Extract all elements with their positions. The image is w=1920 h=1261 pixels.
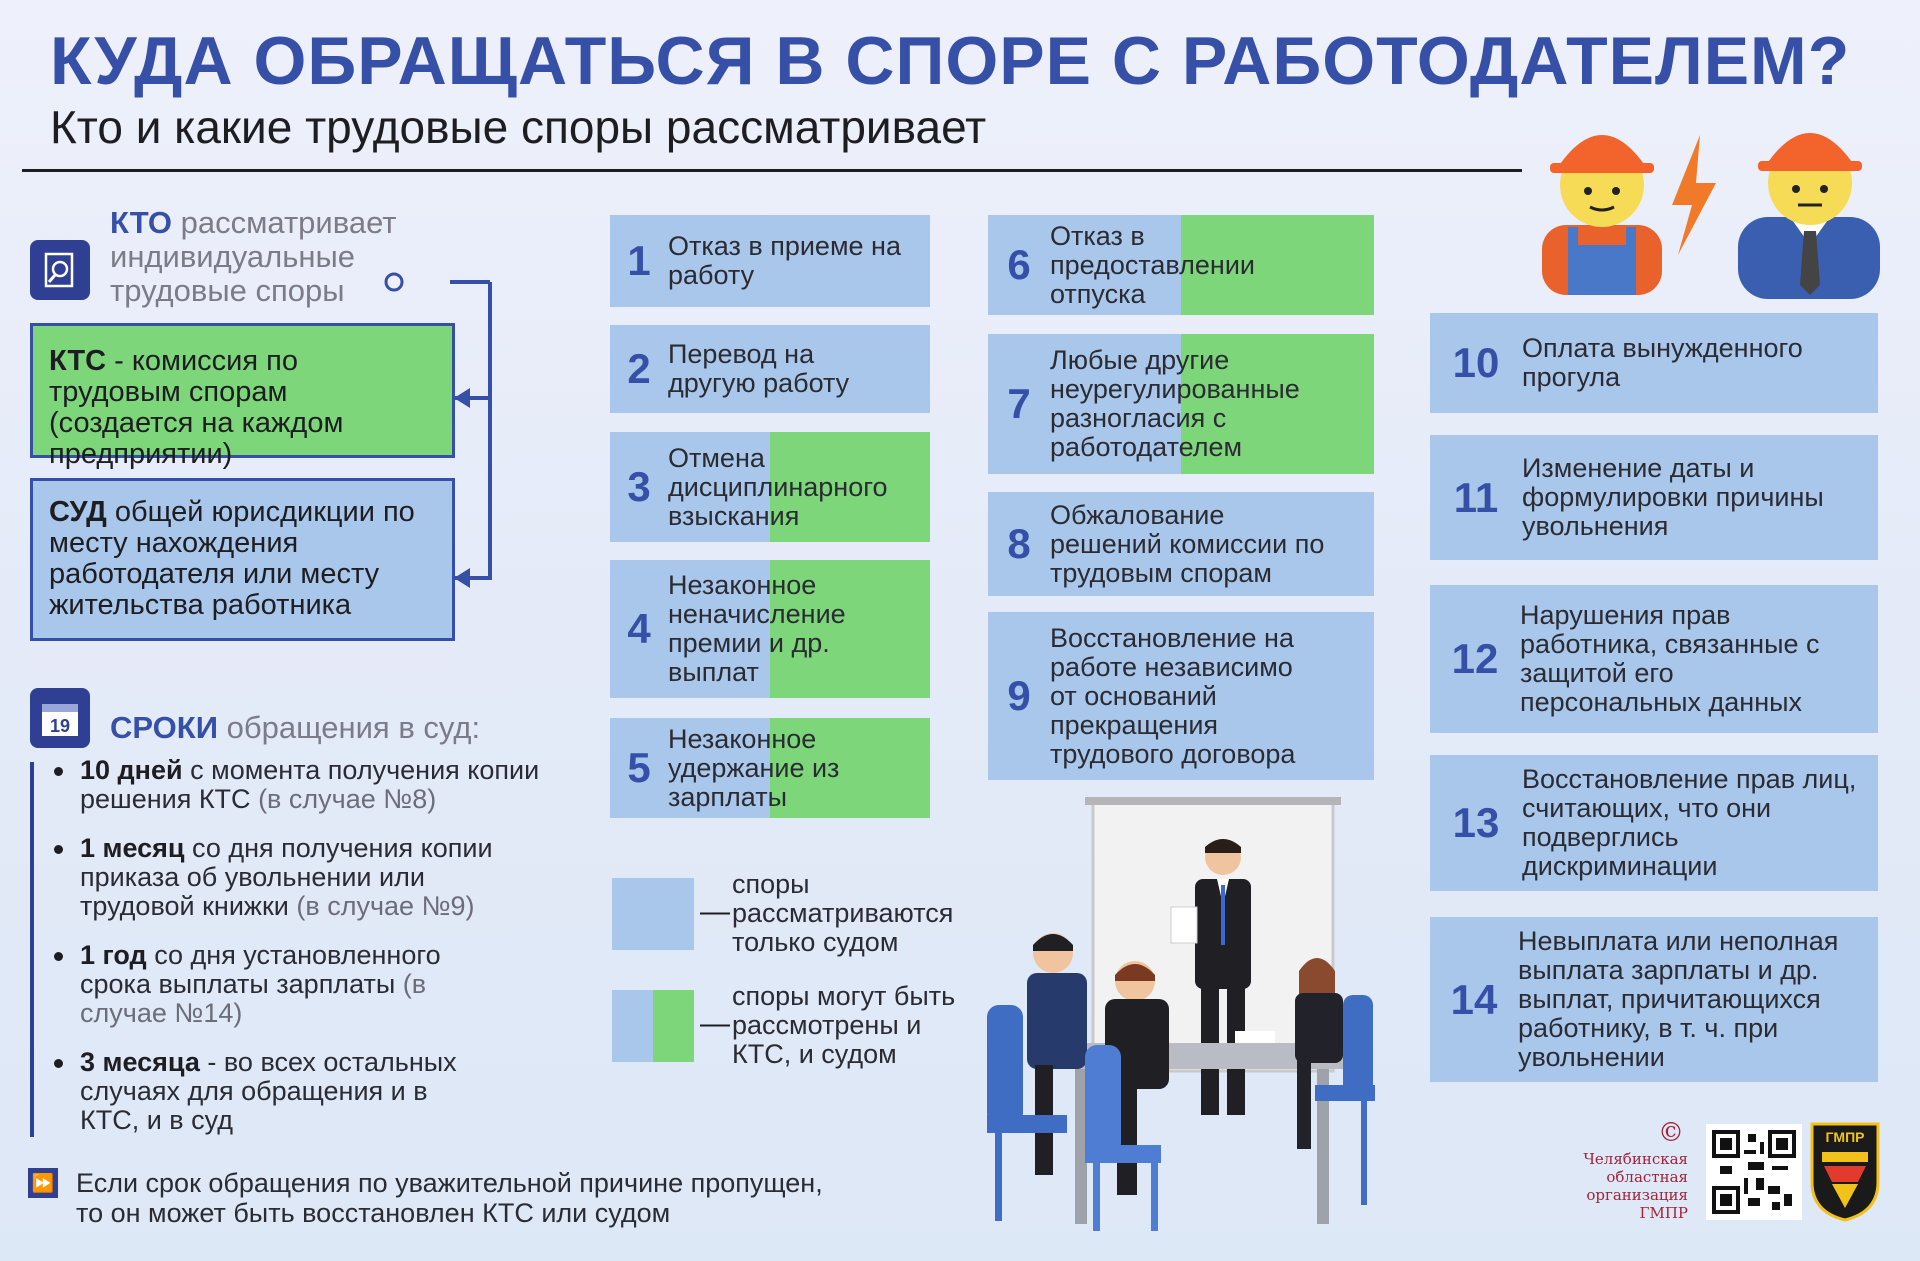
legend-both: споры могут быть рассмотрены и КТС, и судом <box>732 981 956 1069</box>
case-card-3: 3 Отмена дисциплинарного взыскания <box>610 432 930 542</box>
boss-icon <box>1738 133 1880 299</box>
calendar-number: 19 <box>49 716 71 736</box>
who-heading: КТО рассматривает индивидуальные трудовые споры <box>110 205 397 308</box>
case-card-2: 2 Перевод на другую работу <box>610 325 930 413</box>
footnote: Если срок обращения по уважительной причине пропущен, то он может быть восстановлен КТС или судом <box>76 1168 823 1228</box>
meeting-illustration <box>985 795 1405 1235</box>
deadline-item: 3 месяца - во всех остальных случаях для обращения и в КТС, и в суд <box>52 1048 472 1135</box>
legend-court-only: споры рассматриваются только судом <box>732 869 954 957</box>
case-card-1: 1 Отказ в приеме на работу <box>610 215 930 307</box>
page-title: КУДА ОБРАЩАТЬСЯ В СПОРЕ С РАБОТОДАТЕЛЕМ? <box>50 23 1851 99</box>
gmpr-logo <box>1810 1122 1880 1222</box>
case-card-10: 10 Оплата вынужденного прогула <box>1430 313 1878 413</box>
case-card-4: 4 Незаконное неначисление премии и др. выплат <box>610 560 930 698</box>
workers-illustration <box>1520 105 1900 305</box>
kts-box: КТС - комиссия по трудовым спорам (создается на каждом предприятии) <box>30 323 455 458</box>
deadlines-list <box>52 756 582 1155</box>
case-card-9: 9 Восстановление на работе независимо от оснований прекращения трудового договора <box>988 612 1374 780</box>
deadlines-heading: СРОКИ обращения в суд: <box>110 710 481 745</box>
deadlines-rule <box>30 762 34 1137</box>
case-card-12: 12 Нарушения прав работника, связанные с защитой его персональных данных <box>1430 585 1878 733</box>
deadline-item: 1 год со дня установленного срока выплаты зарплаты (в случае №14) <box>52 941 462 1028</box>
case-card-11: 11 Изменение даты и формулировки причины увольнения <box>1430 435 1878 560</box>
legend-swatch-both <box>612 990 694 1062</box>
case-card-7: 7 Любые другие неурегулированные разногласия с работодателем <box>988 334 1374 474</box>
legend-dash: — <box>700 1007 730 1040</box>
magnifier-document-icon <box>30 240 90 300</box>
qr-code[interactable] <box>1706 1124 1802 1220</box>
deadline-item: 1 месяц со дня получения копии приказа об увольнении или трудовой книжки (в случае №9) <box>52 834 522 921</box>
lightning-icon <box>1672 135 1716 255</box>
organization-name: Челябинская областная организация ГМПР <box>1583 1150 1688 1222</box>
case-card-14: 14 Невыплата или неполная выплата зарплаты и др. выплат, причитающихся работнику, в т. ч. при увольнении <box>1430 917 1878 1082</box>
case-card-6: 6 Отказ в предоставлении отпуска <box>988 215 1374 315</box>
header-divider <box>22 169 1522 172</box>
case-card-13: 13 Восстановление прав лиц, считающих, что они подверглись дискриминации <box>1430 755 1878 891</box>
deadline-item: 10 дней с момента получения копии решения КТС (в случае №8) <box>52 756 572 814</box>
case-card-8: 8 Обжалование решений комиссии по трудовым спорам <box>988 492 1374 596</box>
page-subtitle: Кто и какие трудовые споры рассматривает <box>50 101 987 153</box>
worker-icon <box>1542 135 1662 295</box>
calendar-icon <box>30 688 90 748</box>
court-box: СУД общей юрисдикции по месту нахождения работодателя или месту жительства работника <box>30 478 455 641</box>
copyright-icon: © <box>1658 1118 1684 1148</box>
legend-dash: — <box>700 895 730 928</box>
logo-text: ГМПР <box>1825 1129 1865 1145</box>
case-card-5: 5 Незаконное удержание из зарплаты <box>610 718 930 818</box>
legend-swatch-court <box>612 878 694 950</box>
fast-forward-icon: ⏩ <box>28 1168 58 1198</box>
